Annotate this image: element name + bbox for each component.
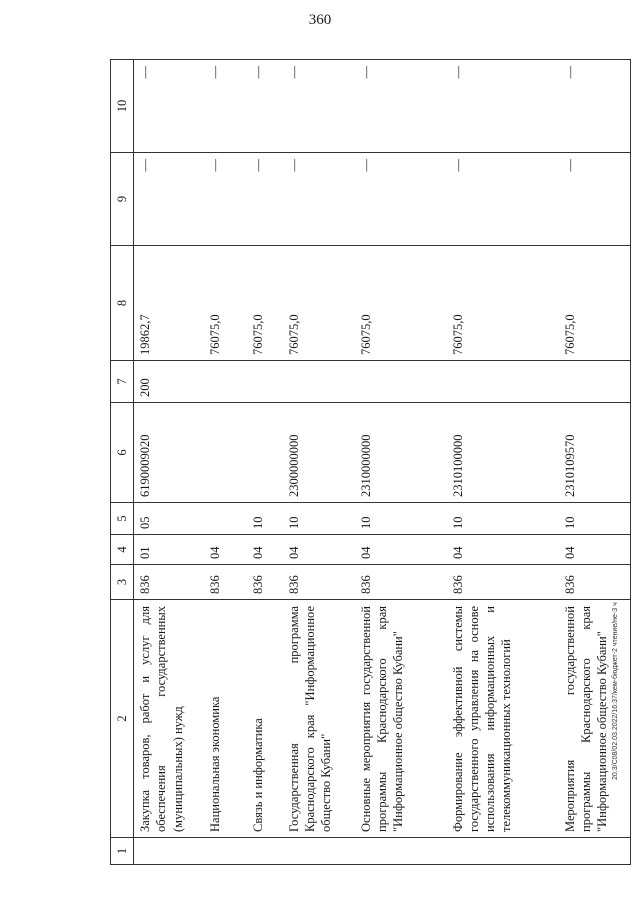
table-row: [559, 60, 631, 865]
rotated-table-wrapper: [110, 60, 610, 865]
amount-cell: 76075,0: [355, 246, 447, 361]
row-number-cell: [447, 838, 559, 865]
amount-cell: —: [447, 60, 559, 153]
amount-cell: 19862,7: [134, 246, 204, 361]
subsection-code-cell: 10: [247, 503, 283, 535]
column-header: 6: [111, 403, 134, 503]
row-name-cell: Основные мероприятия государственной программы Краснодарского края "Информационное общество Кубани": [355, 600, 447, 838]
section-code-cell: 01: [134, 535, 204, 565]
expense-type-cell: [559, 361, 631, 403]
expense-type-cell: 200: [134, 361, 204, 403]
amount-cell: —: [559, 153, 631, 246]
expense-type-cell: [355, 361, 447, 403]
ministry-code-cell: 836: [355, 565, 447, 600]
column-header: 3: [111, 565, 134, 600]
subsection-code-cell: 05: [134, 503, 204, 535]
side-note: 20.3/С08/02.03.2022/16:37/кем-бюджет-2 чтение/не-3 ч: [612, 602, 619, 780]
ministry-code-cell: 836: [204, 565, 247, 600]
column-header: 7: [111, 361, 134, 403]
column-header: 9: [111, 153, 134, 246]
subsection-code-cell: 10: [355, 503, 447, 535]
amount-cell: 76075,0: [283, 246, 355, 361]
amount-cell: —: [355, 153, 447, 246]
target-article-cell: 2310000000: [355, 403, 447, 503]
section-code-cell: 04: [247, 535, 283, 565]
row-number-cell: [247, 838, 283, 865]
amount-cell: —: [134, 60, 204, 153]
target-article-cell: 6190009020: [134, 403, 204, 503]
amount-cell: 76075,0: [204, 246, 247, 361]
page-number: 360: [308, 12, 332, 28]
row-number-cell: [204, 838, 247, 865]
row-name-cell: Национальная экономика: [204, 600, 247, 838]
ministry-code-cell: 836: [559, 565, 631, 600]
amount-cell: —: [247, 60, 283, 153]
target-article-cell: 2300000000: [283, 403, 355, 503]
section-code-cell: 04: [204, 535, 247, 565]
subsection-code-cell: 10: [283, 503, 355, 535]
amount-cell: —: [559, 60, 631, 153]
row-name-cell: Мероприятия государственной программы Краснодарского края "Информационное общество Кубани": [559, 600, 631, 838]
section-code-cell: 04: [559, 535, 631, 565]
expense-type-cell: [247, 361, 283, 403]
table-row: [447, 60, 559, 865]
table-row: [134, 60, 204, 865]
target-article-cell: 2310109570: [559, 403, 631, 503]
row-name-cell: Государственная программа Краснодарского края "Информационное общество Кубани": [283, 600, 355, 838]
amount-cell: —: [355, 60, 447, 153]
row-name-cell: Формирование эффективной системы государственного управления на основе использования информационных и телекоммуникационных технологий: [447, 600, 559, 838]
row-name-cell: Закупка товаров, работ и услуг для обеспечения государственных (муниципальных) нужд: [134, 600, 204, 838]
column-header: 4: [111, 535, 134, 565]
column-header: 2: [111, 600, 134, 838]
target-article-cell: [247, 403, 283, 503]
ministry-code-cell: 836: [134, 565, 204, 600]
target-article-cell: [204, 403, 247, 503]
target-article-cell: 2310100000: [447, 403, 559, 503]
row-number-cell: [283, 838, 355, 865]
table-anchor: [110, 66, 609, 866]
subsection-code-cell: [204, 503, 247, 535]
ministry-code-cell: 836: [247, 565, 283, 600]
amount-cell: —: [204, 153, 247, 246]
table-header-row: [111, 60, 134, 865]
ministry-code-cell: 836: [283, 565, 355, 600]
section-code-cell: 04: [447, 535, 559, 565]
section-code-cell: 04: [283, 535, 355, 565]
expense-type-cell: [447, 361, 559, 403]
amount-cell: —: [204, 60, 247, 153]
row-number-cell: [134, 838, 204, 865]
amount-cell: 76075,0: [559, 246, 631, 361]
table-row: [355, 60, 447, 865]
amount-cell: —: [283, 60, 355, 153]
subsection-code-cell: 10: [447, 503, 559, 535]
column-header: 8: [111, 246, 134, 361]
section-code-cell: 04: [355, 535, 447, 565]
amount-cell: —: [134, 153, 204, 246]
column-header: 1: [111, 838, 134, 865]
expense-type-cell: [204, 361, 247, 403]
ministry-code-cell: 836: [447, 565, 559, 600]
amount-cell: —: [247, 153, 283, 246]
row-number-cell: [559, 838, 631, 865]
table-row: [204, 60, 247, 865]
table-row: [247, 60, 283, 865]
table-row: [283, 60, 355, 865]
row-name-cell: Связь и информатика: [247, 600, 283, 838]
column-header: 5: [111, 503, 134, 535]
amount-cell: —: [447, 153, 559, 246]
budget-table: [110, 59, 631, 865]
row-number-cell: [355, 838, 447, 865]
column-header: 10: [111, 60, 134, 153]
subsection-code-cell: 10: [559, 503, 631, 535]
expense-type-cell: [283, 361, 355, 403]
amount-cell: 76075,0: [247, 246, 283, 361]
amount-cell: 76075,0: [447, 246, 559, 361]
amount-cell: —: [283, 153, 355, 246]
